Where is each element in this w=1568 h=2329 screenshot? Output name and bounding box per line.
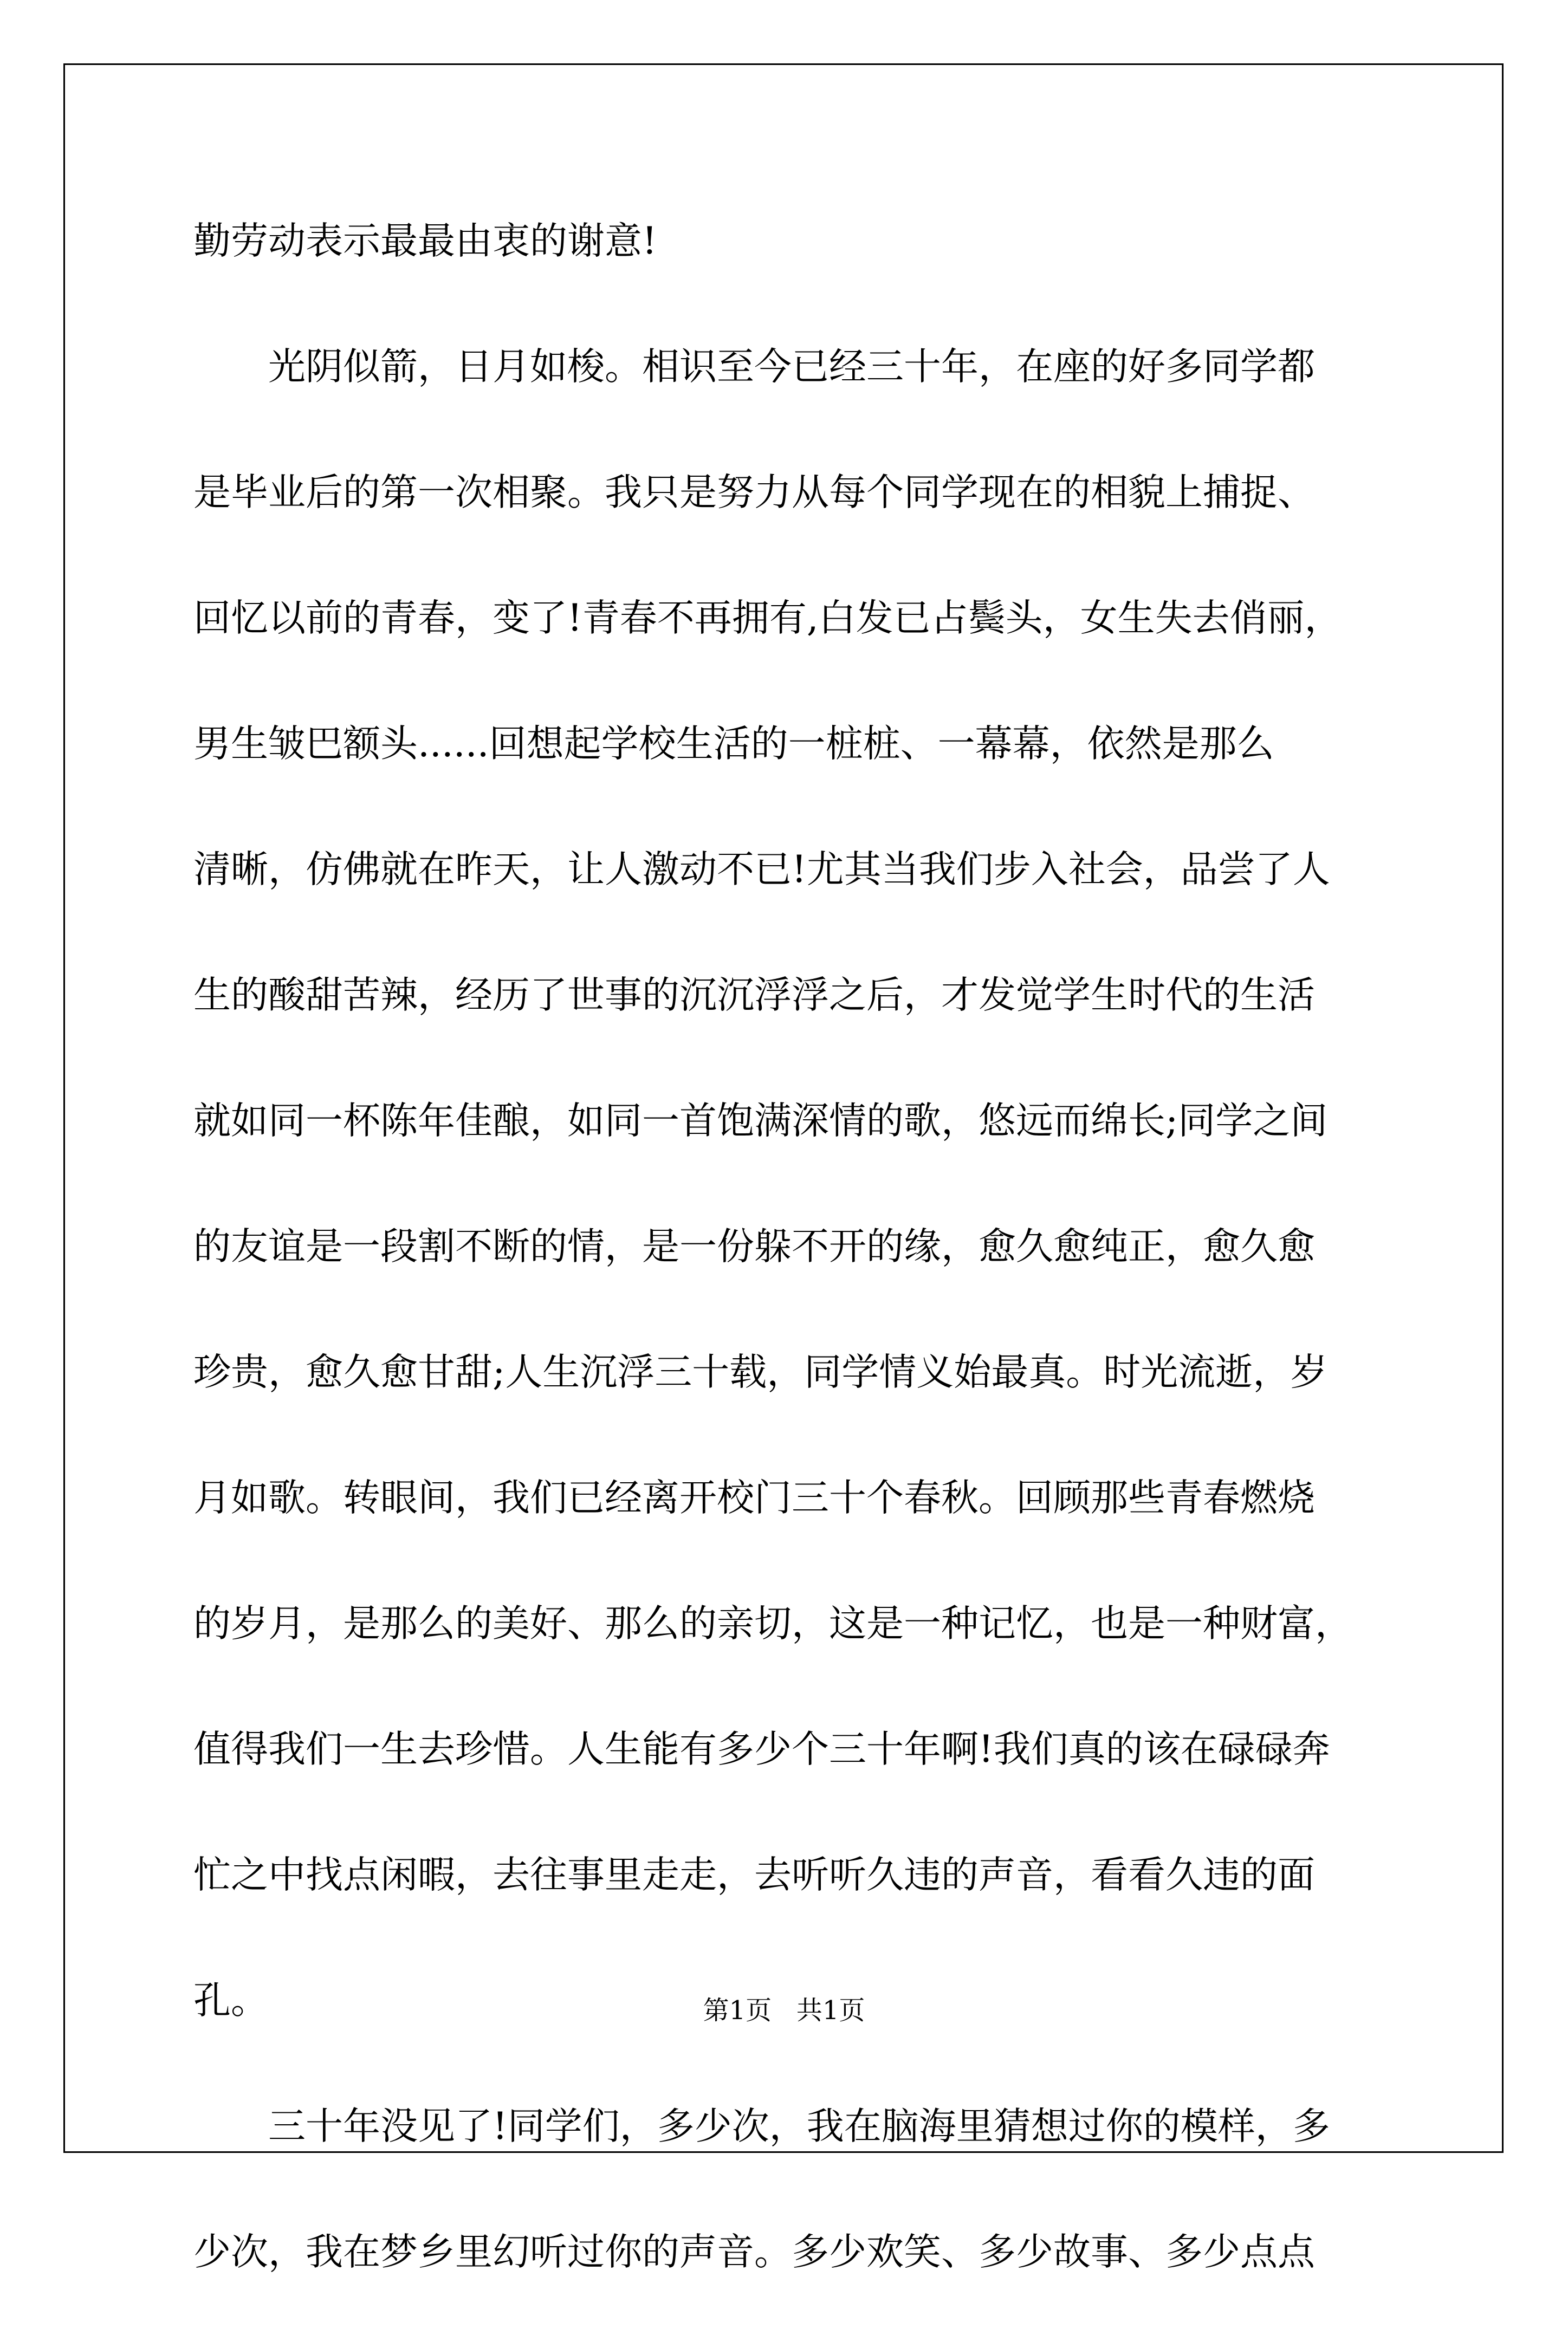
text-line: 是毕业后的第一次相聚。我只是努力从每个同学现在的相貌上捕捉、: [193, 471, 1315, 514]
text-line: 珍贵，愈久愈甘甜;人生沉浮三十载，同学情义始最真。时光流逝，岁: [193, 1351, 1328, 1394]
text-line: 忙之中找点闲暇，去往事里走走，去听听久违的声音，看看久违的面: [193, 1853, 1315, 1897]
footer-gap: [772, 1995, 796, 2026]
text-line: 清晰，仿佛就在昨天，让人激动不已!尤其当我们步入社会，品尝了人: [193, 848, 1330, 891]
text-line: 月如歌。转眼间，我们已经离开校门三十个春秋。回顾那些青春燃烧: [193, 1476, 1315, 1520]
text-line: 的友谊是一段割不断的情，是一份躲不开的缘，愈久愈纯正，愈久愈: [193, 1225, 1315, 1268]
text-line: 三十年没见了!同学们，多少次，我在脑海里猜想过你的模样，多: [193, 2105, 1330, 2148]
text-line: 值得我们一生去珍惜。人生能有多少个三十年啊!我们真的该在碌碌奔: [193, 1728, 1330, 1771]
page-total: 共1页: [796, 1995, 865, 2026]
text-line: 少次，我在梦乡里幻听过你的声音。多少欢笑、多少故事、多少点点: [193, 2230, 1315, 2274]
text-line: 就如同一杯陈年佳酿，如同一首饱满深情的歌，悠远而绵长;同学之间: [193, 1099, 1328, 1143]
text-line: 男生皱巴额头......回想起学校生活的一桩桩、一幕幕，依然是那么: [193, 722, 1274, 765]
text-line: 勤劳动表示最最由衷的谢意!: [193, 219, 657, 263]
text-line: 孔。: [193, 1979, 268, 2022]
text-line: 的岁月，是那么的美好、那么的亲切，这是一种记忆，也是一种财富，: [193, 1602, 1352, 1645]
page-footer: [0, 1989, 1568, 2027]
text-line: 光阴似箭，日月如梭。相识至今已经三十年，在座的好多同学都: [193, 345, 1315, 388]
text-line: 生的酸甜苦辣，经历了世事的沉沉浮浮之后，才发觉学生时代的生活: [193, 974, 1315, 1017]
page-number: 第1页: [703, 1995, 772, 2026]
text-line: 回忆以前的青春，变了!青春不再拥有,白发已占鬓头，女生失去俏丽，: [193, 596, 1342, 640]
